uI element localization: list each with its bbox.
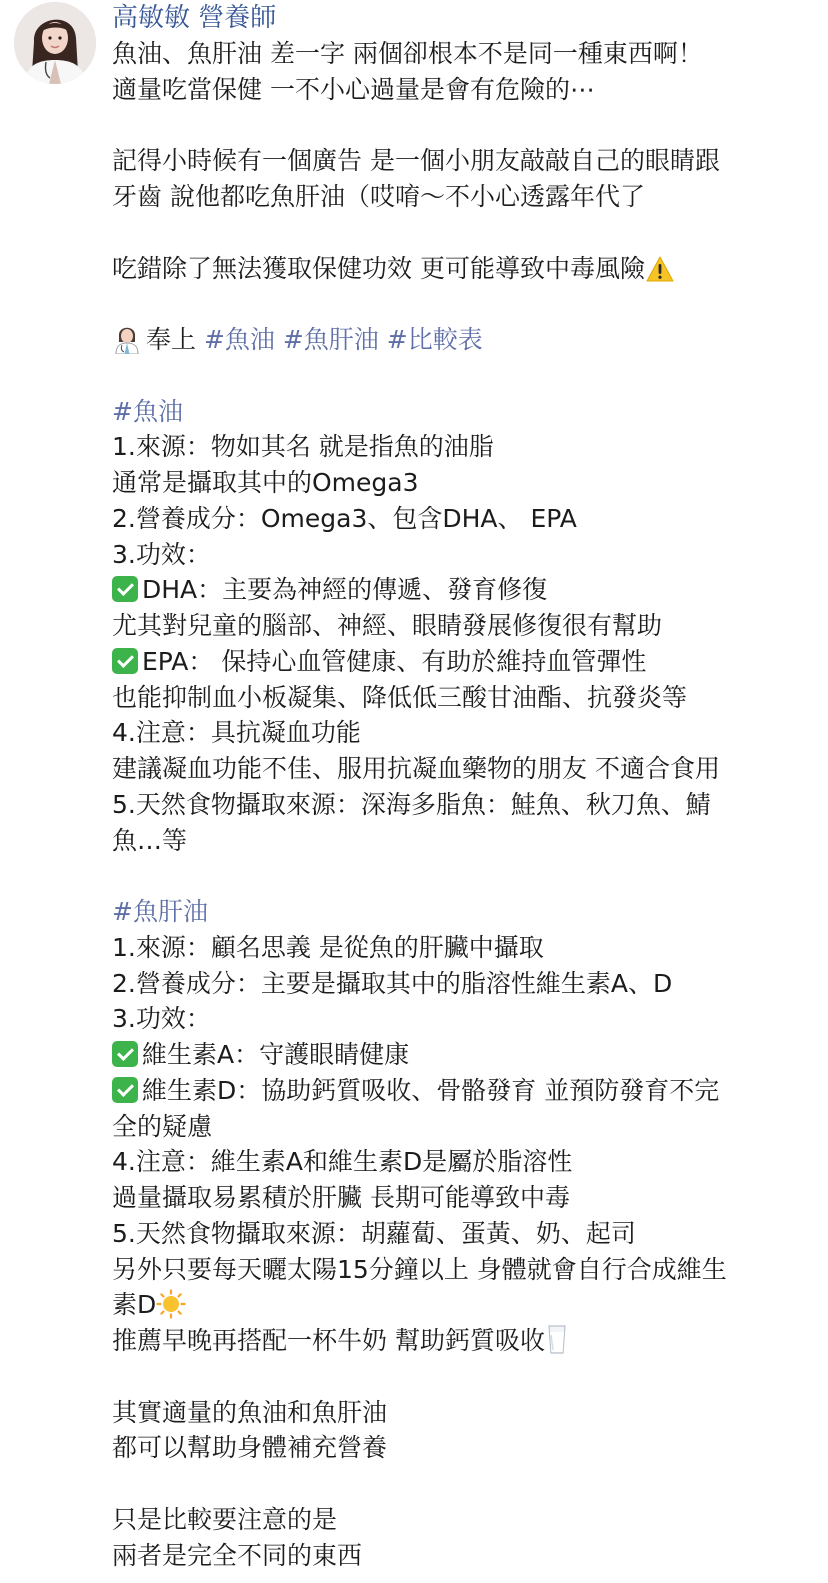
post-line (112, 572, 822, 608)
post-line (112, 72, 822, 108)
line-text: 通常是攝取其中的Omega3 (112, 468, 419, 497)
line-text: EPA： 保持心血管健康、有助於維持血管彈性 (142, 646, 647, 676)
line-text: 4.注意：具抗凝血功能 (112, 718, 361, 748)
line-text: 魚油、魚肝油 差一字 兩個卻根本不是同一種東西啊！ (112, 39, 703, 68)
post-line (112, 1109, 822, 1145)
post-line (112, 1252, 822, 1288)
blank-line (112, 858, 822, 894)
post-line (112, 930, 822, 966)
line-text: 牙齒 說他都吃魚肝油（哎唷～不小心透露年代了 (112, 182, 645, 211)
line-text: 都可以幫助身體補充營養 (112, 1433, 388, 1463)
check-mark-icon (112, 1041, 138, 1067)
post-line (112, 644, 822, 680)
post-line (112, 322, 822, 358)
line-text: 2.營養成分：Omega3、包含DHA、 EPA (112, 503, 577, 533)
line-text: 素D (112, 1290, 157, 1320)
hashtag-link[interactable]: #比較表 (386, 325, 483, 354)
line-text: 建議凝血功能不佳、服用抗凝血藥物的朋友 不適合食用 (112, 754, 720, 783)
hashtag-link[interactable]: #魚油 (203, 325, 275, 354)
check-mark-icon (112, 648, 138, 674)
blank-line (112, 1359, 822, 1395)
section-hashtag-line (112, 394, 822, 430)
post-line (112, 715, 822, 751)
post-body (112, 36, 822, 1573)
post-line (112, 1502, 822, 1538)
line-text: 另外只要每天曬太陽15分鐘以上 身體就會自行合成維生 (112, 1254, 727, 1284)
line-text: 尤其對兒童的腦部、神經、眼睛發展修復很有幫助 (112, 611, 663, 640)
line-text: 推薦早晚再搭配一杯牛奶 幫助鈣質吸收 (112, 1326, 545, 1355)
line-text: 奉上 (146, 325, 204, 354)
line-text: 兩者是完全不同的東西 (112, 1540, 363, 1570)
line-text: 5.天然食物攝取來源：深海多脂魚：鮭魚、秋刀魚、鯖 (112, 789, 711, 819)
post-line (112, 1144, 822, 1180)
post-line (112, 680, 822, 716)
post-line (112, 1538, 822, 1574)
post-line (112, 1001, 822, 1037)
post-line (112, 1180, 822, 1216)
line-text: 吃錯除了無法獲取保健功效 更可能導致中毒風險 (112, 253, 645, 283)
post-line (112, 751, 822, 787)
post-line (112, 501, 822, 537)
post-line (112, 1430, 822, 1466)
blank-line (112, 1466, 822, 1502)
milk-glass-icon (545, 1326, 569, 1355)
line-text: 全的疑慮 (112, 1111, 213, 1141)
line-text: 也能抑制血小板凝集、降低低三酸甘油酯、抗發炎等 (112, 682, 688, 712)
post-line (112, 429, 822, 465)
post-line (112, 787, 822, 823)
blank-line (112, 286, 822, 322)
post-line (112, 1395, 822, 1431)
line-text: 記得小時候有一個廣告 是一個小朋友敲敲自己的眼睛跟 (112, 146, 720, 176)
blank-line (112, 215, 822, 251)
check-mark-icon (112, 1077, 138, 1103)
post-line (112, 1037, 822, 1073)
post-line (112, 537, 822, 573)
hashtag-link[interactable]: #魚肝油 (112, 897, 208, 926)
line-text: 其實適量的魚油和魚肝油 (112, 1397, 388, 1427)
section-hashtag-line (112, 894, 822, 930)
line-text: 維生素A：守護眼睛健康 (142, 1040, 410, 1069)
line-text: 4.注意：維生素A和維生素D是屬於脂溶性 (112, 1147, 573, 1177)
blank-line (112, 108, 822, 144)
doctor-icon (112, 325, 142, 354)
line-text: 適量吃當保健 一不小心過量是會有危險的⋯ (112, 74, 595, 104)
post-line (112, 966, 822, 1002)
post-line (112, 143, 822, 179)
line-text: 3.功效： (112, 539, 211, 569)
line-text: 1.來源：物如其名 就是指魚的油脂 (112, 432, 494, 462)
line-text: 過量攝取易累積於肝臟 長期可能導致中毒 (112, 1183, 570, 1212)
post-line (112, 179, 822, 215)
line-text: 只是比較要注意的是 (112, 1504, 338, 1534)
line-text: 維生素D：協助鈣質吸收、骨骼發育 並預防發育不完 (142, 1075, 720, 1105)
line-text: 3.功效： (112, 1004, 211, 1034)
post-line (112, 1287, 822, 1323)
post-line (112, 1323, 822, 1359)
hashtag-link[interactable]: #魚油 (112, 396, 183, 426)
line-text: 魚…等 (112, 825, 188, 855)
post-line (112, 465, 822, 501)
hashtag-link[interactable]: #魚肝油 (282, 325, 379, 354)
blank-line (112, 358, 822, 394)
post-line (112, 1216, 822, 1252)
post-line (112, 1073, 822, 1109)
avatar-portrait (14, 2, 96, 84)
author-name[interactable]: 高敏敏 營養師 (112, 3, 277, 33)
check-mark-icon (112, 576, 138, 602)
post-line (112, 823, 822, 859)
sun-icon (156, 1290, 186, 1319)
post-line (112, 608, 822, 644)
warning-icon (645, 254, 675, 283)
line-text: 1.來源：顧名思義 是從魚的肝臟中攝取 (112, 932, 544, 962)
post-line (112, 251, 822, 287)
post-line (112, 36, 822, 72)
line-text: 2.營養成分：主要是攝取其中的脂溶性維生素A、D (112, 968, 673, 998)
avatar[interactable] (14, 2, 96, 84)
line-text: DHA：主要為神經的傳遞、發育修復 (142, 575, 548, 605)
line-text: 5.天然食物攝取來源：胡蘿蔔、蛋黃、奶、起司 (112, 1218, 636, 1248)
